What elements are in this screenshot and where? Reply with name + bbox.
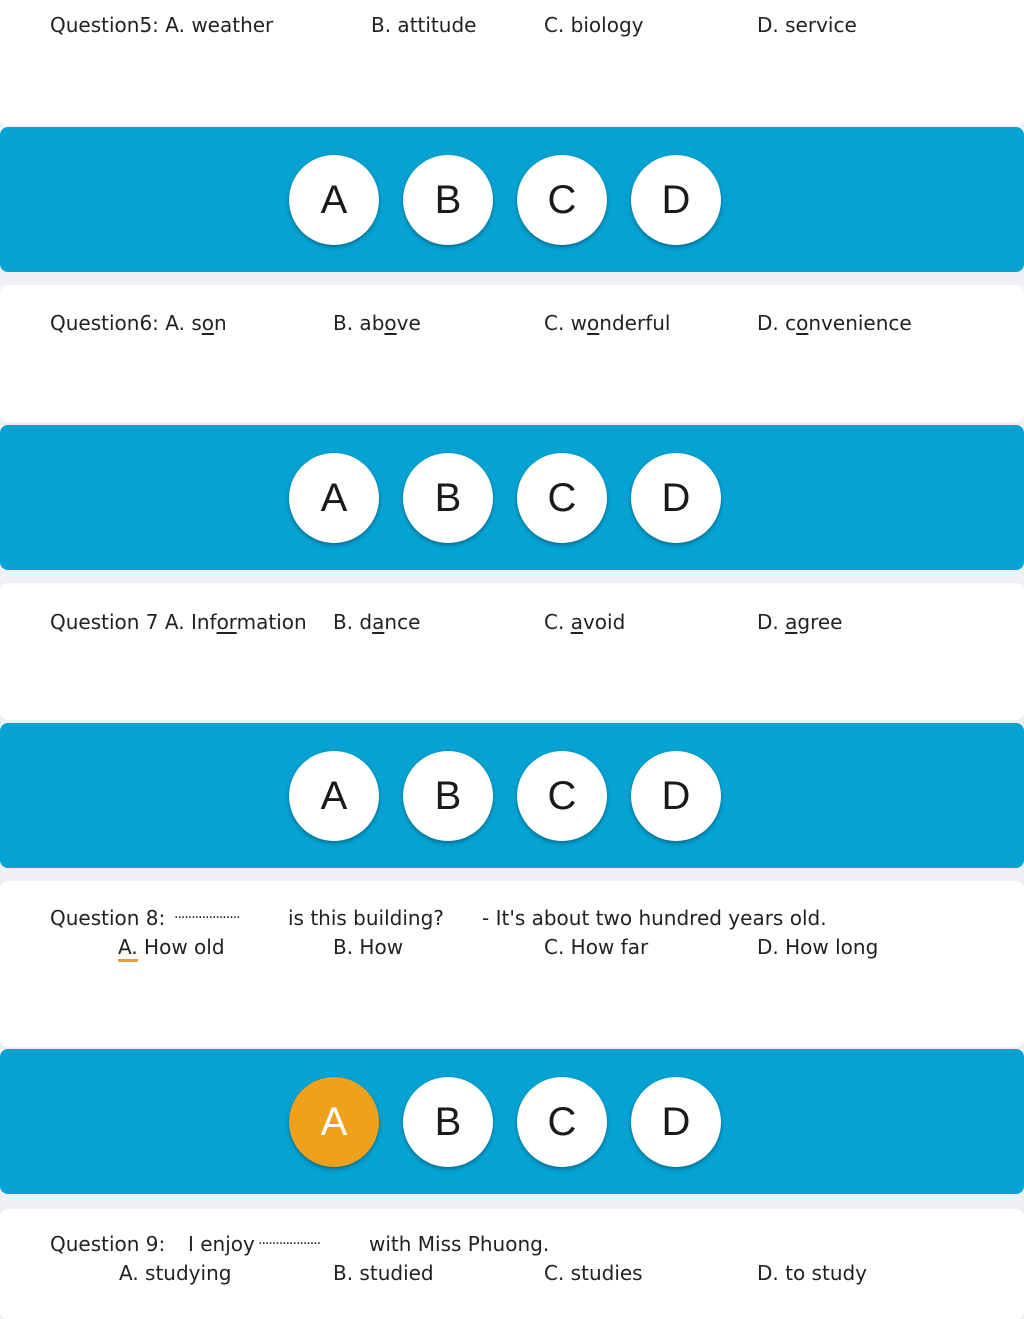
answer-d-button[interactable]: D xyxy=(631,155,721,245)
question-5-label: Question5: A. weather xyxy=(50,13,274,37)
q7-c-underline: a xyxy=(570,610,583,634)
q6-c-pre: C. w xyxy=(544,311,588,335)
q6-b-post: ve xyxy=(396,311,421,335)
answer-b-button[interactable]: B xyxy=(403,751,493,841)
question-9-blank: .................. xyxy=(258,1232,321,1248)
q6-c-underline: o xyxy=(587,311,600,335)
q7-c-pre: C. xyxy=(544,610,571,634)
question-9-post: with Miss Phuong. xyxy=(369,1232,550,1256)
answer-d-button[interactable]: D xyxy=(631,751,721,841)
answer-c-button[interactable]: C xyxy=(517,751,607,841)
answer-a-button[interactable]: A xyxy=(289,453,379,543)
question-9-option-d: D. to study xyxy=(757,1261,868,1285)
question-7-option-c xyxy=(544,610,625,634)
answer-d-button[interactable]: D xyxy=(631,453,721,543)
question-9-option-c: C. studies xyxy=(544,1261,643,1285)
question-9-option-b: B. studied xyxy=(333,1261,434,1285)
question-6-answer-panel xyxy=(0,425,1024,570)
q6-d-underline: o xyxy=(796,311,809,335)
question-9-pre: I enjoy xyxy=(188,1232,255,1256)
question-8-option-a xyxy=(118,935,225,959)
question-7-option-b xyxy=(333,610,420,634)
answer-b-button[interactable]: B xyxy=(403,453,493,543)
q7-b-pre: B. d xyxy=(333,610,373,634)
q6-d-pre: D. c xyxy=(757,311,797,335)
question-8-response: - It's about two hundred years old. xyxy=(482,906,827,930)
question-8-answer-panel xyxy=(0,1049,1024,1194)
answer-b-button[interactable]: B xyxy=(403,155,493,245)
question-5-answer-panel xyxy=(0,127,1024,272)
question-6-option-b xyxy=(333,311,421,335)
q7-d-post: gree xyxy=(797,610,843,634)
q7-d-pre: D. xyxy=(757,610,786,634)
q7-b-underline: a xyxy=(372,610,385,634)
question-9-label: Question 9: xyxy=(50,1232,166,1256)
question-5-option-b: B. attitude xyxy=(371,13,477,37)
answer-a-button[interactable]: A xyxy=(289,155,379,245)
answer-d-button[interactable]: D xyxy=(631,1077,721,1167)
question-5-card xyxy=(0,0,1024,126)
question-7-label xyxy=(50,610,307,634)
question-8-blank: ................... xyxy=(174,906,240,922)
q6-b-pre: B. ab xyxy=(333,311,385,335)
q7-label-post: mation xyxy=(236,610,307,634)
q6-b-underline: o xyxy=(384,311,397,335)
question-8-option-b: B. How xyxy=(333,935,404,959)
q8-a-letter: A. xyxy=(118,935,138,962)
question-6-label-underline: o xyxy=(201,311,214,335)
question-7-card xyxy=(0,583,1024,720)
question-6-card xyxy=(0,285,1024,422)
question-9-option-a: A. studying xyxy=(119,1261,232,1285)
question-8-label: Question 8: xyxy=(50,906,166,930)
question-6-label xyxy=(50,311,227,335)
q7-d-underline: a xyxy=(785,610,798,634)
q8-a-text: How old xyxy=(137,935,225,959)
answer-c-button[interactable]: C xyxy=(517,453,607,543)
q7-c-post: void xyxy=(582,610,626,634)
question-7-option-d xyxy=(757,610,842,634)
answer-a-button[interactable]: A xyxy=(289,751,379,841)
question-8-option-d: D. How long xyxy=(757,935,879,959)
q7-b-post: nce xyxy=(384,610,421,634)
q7-label-underline: or xyxy=(216,610,237,634)
question-5-option-d: D. service xyxy=(757,13,857,37)
question-8-option-c: C. How far xyxy=(544,935,649,959)
question-6-label-tail: n xyxy=(214,311,227,335)
question-5-option-c: C. biology xyxy=(544,13,644,37)
q7-label-pre: Question 7 A. Inf xyxy=(50,610,217,634)
question-6-option-c xyxy=(544,311,670,335)
question-9-card xyxy=(0,1209,1024,1319)
question-7-answer-panel xyxy=(0,723,1024,868)
question-6-option-d xyxy=(757,311,912,335)
answer-c-button[interactable]: C xyxy=(517,1077,607,1167)
q6-c-post: nderful xyxy=(599,311,671,335)
question-8-prompt: is this building? xyxy=(288,906,444,930)
answer-c-button[interactable]: C xyxy=(517,155,607,245)
question-6-label-text: Question6: A. s xyxy=(50,311,202,335)
answer-b-button[interactable]: B xyxy=(403,1077,493,1167)
q6-d-post: nvenience xyxy=(808,311,912,335)
answer-a-button-selected[interactable]: A xyxy=(289,1077,379,1167)
question-8-card xyxy=(0,881,1024,1047)
